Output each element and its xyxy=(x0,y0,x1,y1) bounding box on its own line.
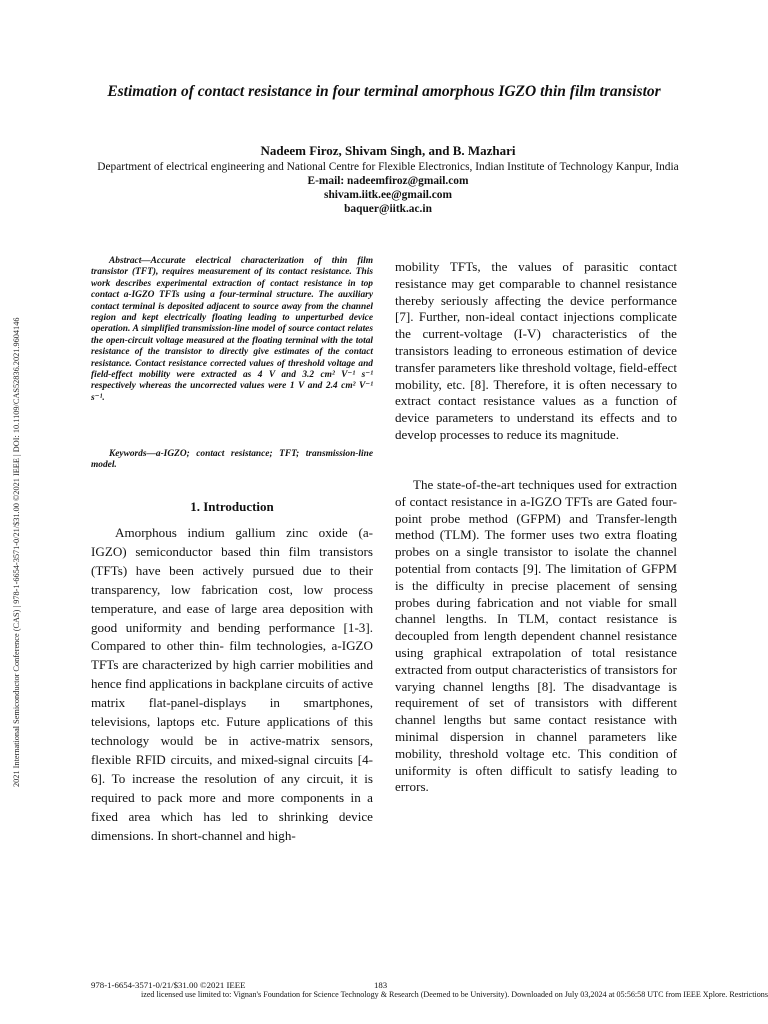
intro-paragraph: Amorphous indium gallium zinc oxide (a- IGZO) semiconductor based thin film transistors (TFTs) have been actively pursued due to their transparency, low fabrication cost, low process temperature, and ease of large area deposition with good uniformity and bending performance [1-3]. Compared to other thin- film technologies, a-IGZO TFTs are characterized by high carrier mobilities and hence find applications in backplane circuits of active matrix flat-panel-displays in smartphones, televisions, laptops etc. Future applications of this technology would be in active-matrix sensors, flexible RFID circuits, and mixed-signal circuits [4-6]. To increase the resolution of any circuit, it is required to pack more and more components in a fixed area which has led to shrinking device dimensions. In short-channel and high- xyxy=(91,525,373,843)
email-secondary: shivam.iitk.ee@gmail.com xyxy=(324,189,452,201)
email-tertiary: baquer@iitk.ac.in xyxy=(344,203,432,215)
keywords-paragraph: Keywords—a-IGZO; contact resistance; TFT; transmission-line model. xyxy=(91,449,373,471)
right-column-paragraph-1: mobility TFTs, the values of parasitic contact resistance may get comparable to channel resistance thereby seriously affecting the device performance [7]. Further, non-ideal contact injections complicate the current-voltage (I-V) characteristics of the transistors leading to erroneous estimation of device transfer parameters like threshold voltage, field-effect mobility, etc. [8]. Therefore, it is often necessary to extract contact resistance values as a function of device parameters to understand its effects and to develop processes to reduce its magnitude. xyxy=(395,259,677,442)
page-number: 183 xyxy=(374,980,388,990)
email-primary: E-mail: nadeemfiroz@gmail.com xyxy=(307,175,469,187)
right-column-paragraph-2: The state-of-the-art techniques used for extraction of contact resistance in a-IGZO TFTs are Gated four-point probe method (GFPM) and Transfer-length method (TLM). The former uses two extra floating probes on a single transistor to isolate the channel potential from contacts [9]. The limitation of GFPM is the difficulty in precise placement of sensing probes during fabrication and not viable for small channel lengths. In TLM, contact resistance is decoupled from length dependent channel resistance using graphical extrapolation of total resistance extracted from output characteristics of transistors for varying channel lengths [8]. The disadvantage is requirement of set of transistors with different channel lengths but same contact resistance with minimal dispersion in channel parameters like mobility, threshold voltage etc. This condition of uniformity is often difficult to satisfy leading to errors. xyxy=(395,477,677,795)
abstract-paragraph: Abstract—Accurate electrical characterization of thin film transistor (TFT), requires measurement of its contact resistance. This work describes experimental extraction of contact resistance in top contact a-IGZO TFTs using a four-terminal structure. The auxiliary contact terminal is deposited adjacent to source away from the channel region and kept electrically floating leading to unperturbed device operation. A simplified transmission-line model of source contact relates the open-circuit voltage measured at the floating terminal with the total resistance of the transistor to directly give estimates of the contact resistance. Contact resistance corrected values of threshold voltage and field-effect mobility were extracted as 4 V and 3.2 cm² V⁻¹ s⁻¹ respectively whereas the uncorrected values were 1 V and 2.4 cm² V⁻¹ s⁻¹. xyxy=(91,256,373,403)
paper-title: Estimation of contact resistance in four terminal amorphous IGZO thin film transistor xyxy=(107,83,661,100)
author-list: Nadeem Firoz, Shivam Singh, and B. Mazhari xyxy=(260,143,516,158)
conference-side-note: 2021 International Semiconductor Conference (CAS) | 978-1-6654-3571-0/21/$31.00 ©2021 IEEE | DOI: 10.1109/CAS52836.2021.9604146 xyxy=(12,317,21,787)
footer-isbn: 978-1-6654-3571-0/21/$31.00 ©2021 IEEE xyxy=(91,980,246,990)
section-heading-introduction: 1. Introduction xyxy=(190,499,274,514)
affiliation: Department of electrical engineering and National Centre for Flexible Electronics, Indian Institute of Technology Kanpur, India xyxy=(97,161,679,173)
license-notice: ized licensed use limited to: Vignan's Foundation for Science Technology & Research (Deemed to be University). Downloaded on July 03,2024 at 05:56:58 UTC from IEEE Xplore. Restrictions xyxy=(140,990,768,999)
